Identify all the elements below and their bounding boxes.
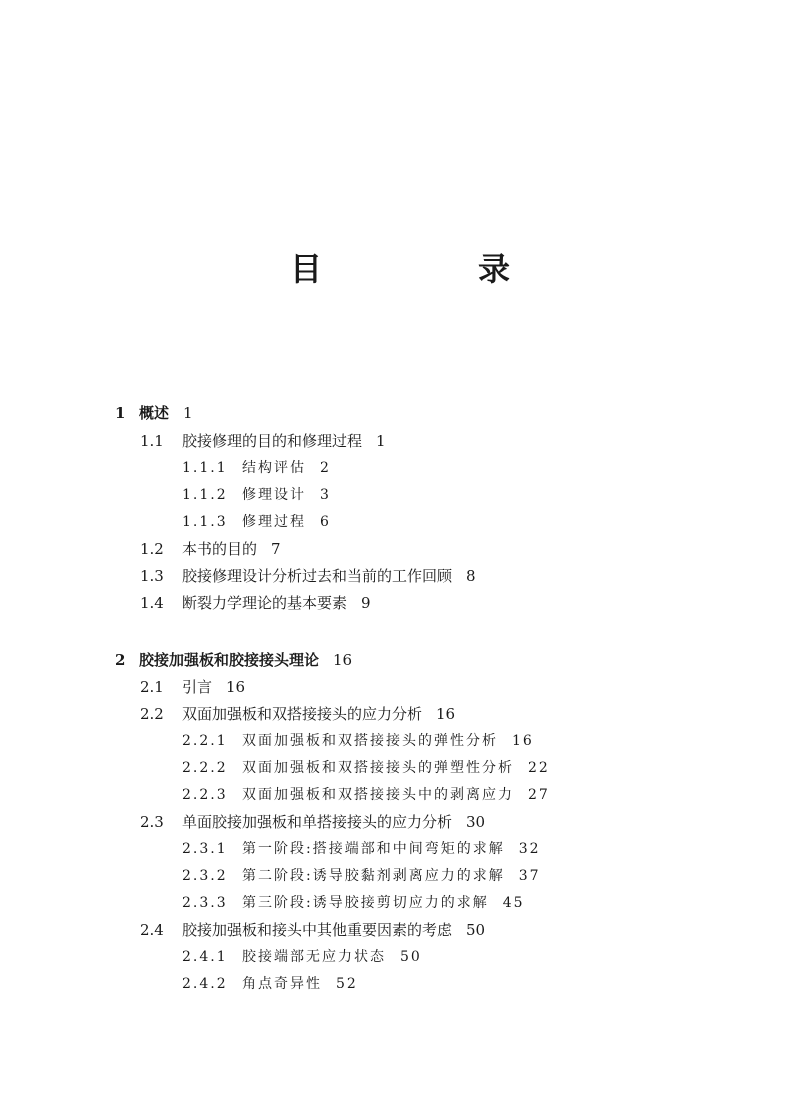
toc-number: 2.1 xyxy=(140,678,164,696)
toc-page: 50 xyxy=(466,921,486,939)
toc-number: 2.3 xyxy=(140,813,164,831)
toc-title: 第二阶段:诱导胶黏剂剥离应力的求解 xyxy=(242,868,505,884)
toc-entry[interactable] xyxy=(182,731,534,751)
toc-title: 修理设计 xyxy=(242,487,306,503)
toc-page: 22 xyxy=(528,760,550,776)
toc-entry[interactable] xyxy=(140,920,485,940)
toc-title: 第三阶段:诱导胶接剪切应力的求解 xyxy=(242,895,489,911)
toc-entry[interactable] xyxy=(182,974,358,994)
toc-page: 2 xyxy=(320,460,331,476)
toc-title: 单面胶接加强板和单搭接接头的应力分析 xyxy=(182,813,453,831)
toc-number: 1 xyxy=(115,404,126,422)
toc-title: 胶接修理设计分析过去和当前的工作回顾 xyxy=(182,567,453,585)
toc-entry[interactable] xyxy=(140,593,371,613)
toc-entry[interactable] xyxy=(182,866,541,886)
toc-page: 7 xyxy=(271,540,281,558)
toc-number: 1.1.3 xyxy=(182,514,228,530)
toc-page: 8 xyxy=(466,567,476,585)
toc-title: 第一阶段:搭接端部和中间弯矩的求解 xyxy=(242,841,505,857)
toc-number: 1.3 xyxy=(140,567,164,585)
toc-entry[interactable] xyxy=(182,785,550,805)
toc-number: 2.3.1 xyxy=(182,841,228,857)
toc-page: 16 xyxy=(512,733,534,749)
toc-entry[interactable] xyxy=(140,539,281,559)
toc-number: 2.4 xyxy=(140,921,164,939)
toc-number: 2.2.1 xyxy=(182,733,228,749)
toc-page: 52 xyxy=(336,976,358,992)
toc-number: 2.4.2 xyxy=(182,976,228,992)
toc-title: 胶接加强板和胶接接头理论 xyxy=(139,651,320,669)
toc-page: 27 xyxy=(528,787,550,803)
toc-number: 2.3.3 xyxy=(182,895,228,911)
toc-page: 9 xyxy=(361,594,371,612)
toc-number: 2.2 xyxy=(140,705,164,723)
toc-title: 断裂力学理论的基本要素 xyxy=(182,594,348,612)
toc-number: 1.4 xyxy=(140,594,164,612)
toc-page: 16 xyxy=(333,651,353,669)
toc-entry[interactable] xyxy=(182,458,331,478)
toc-entry[interactable] xyxy=(140,812,485,832)
toc-title: 本书的目的 xyxy=(182,540,258,558)
toc-entry[interactable] xyxy=(115,650,352,670)
toc-title: 双面加强板和双搭接接头的弹性分析 xyxy=(242,733,498,749)
toc-page: 30 xyxy=(466,813,486,831)
toc-page: 32 xyxy=(518,841,541,857)
page-title: 目 录 xyxy=(289,250,572,288)
toc-number: 2.4.1 xyxy=(182,949,228,965)
toc-number: 1.1.2 xyxy=(182,487,228,503)
toc-entry[interactable] xyxy=(140,677,245,697)
toc-number: 2.3.2 xyxy=(182,868,228,884)
toc-number: 2.2.3 xyxy=(182,787,228,803)
toc-title: 引言 xyxy=(182,678,213,696)
toc-title: 概述 xyxy=(139,404,170,422)
toc-page: 16 xyxy=(436,705,456,723)
toc-title: 结构评估 xyxy=(242,460,306,476)
toc-entry[interactable] xyxy=(182,839,541,859)
toc-page: 37 xyxy=(518,868,541,884)
toc-number: 1.2 xyxy=(140,540,164,558)
toc-page: 45 xyxy=(502,895,525,911)
toc-page: 50 xyxy=(400,949,422,965)
toc-entry[interactable] xyxy=(182,947,422,967)
toc-entry[interactable] xyxy=(182,758,550,778)
toc-title: 胶接修理的目的和修理过程 xyxy=(182,432,363,450)
toc-page: 1 xyxy=(376,432,386,450)
toc-number: 2 xyxy=(115,651,126,669)
toc-page: 16 xyxy=(226,678,246,696)
toc-title: 角点奇异性 xyxy=(242,976,322,992)
toc-title: 双面加强板和双搭接接头中的剥离应力 xyxy=(242,787,514,803)
toc-entry[interactable] xyxy=(115,403,193,423)
toc-entry[interactable] xyxy=(140,566,476,586)
toc-number: 1.1.1 xyxy=(182,460,228,476)
toc-page: 6 xyxy=(320,514,331,530)
toc-entry[interactable] xyxy=(140,431,386,451)
toc-title: 双面加强板和双搭接接头的应力分析 xyxy=(182,705,423,723)
toc-title: 双面加强板和双搭接接头的弹塑性分析 xyxy=(242,760,514,776)
toc-entry[interactable] xyxy=(140,704,455,724)
toc-number: 2.2.2 xyxy=(182,760,228,776)
toc-entry[interactable] xyxy=(182,512,331,532)
toc-page: 3 xyxy=(320,487,331,503)
toc-title: 胶接加强板和接头中其他重要因素的考虑 xyxy=(182,921,453,939)
toc-page: 1 xyxy=(183,404,193,422)
toc-entry[interactable] xyxy=(182,485,331,505)
toc-title: 修理过程 xyxy=(242,514,306,530)
toc-entry[interactable] xyxy=(182,893,525,913)
toc-number: 1.1 xyxy=(140,432,164,450)
toc-title: 胶接端部无应力状态 xyxy=(242,949,386,965)
